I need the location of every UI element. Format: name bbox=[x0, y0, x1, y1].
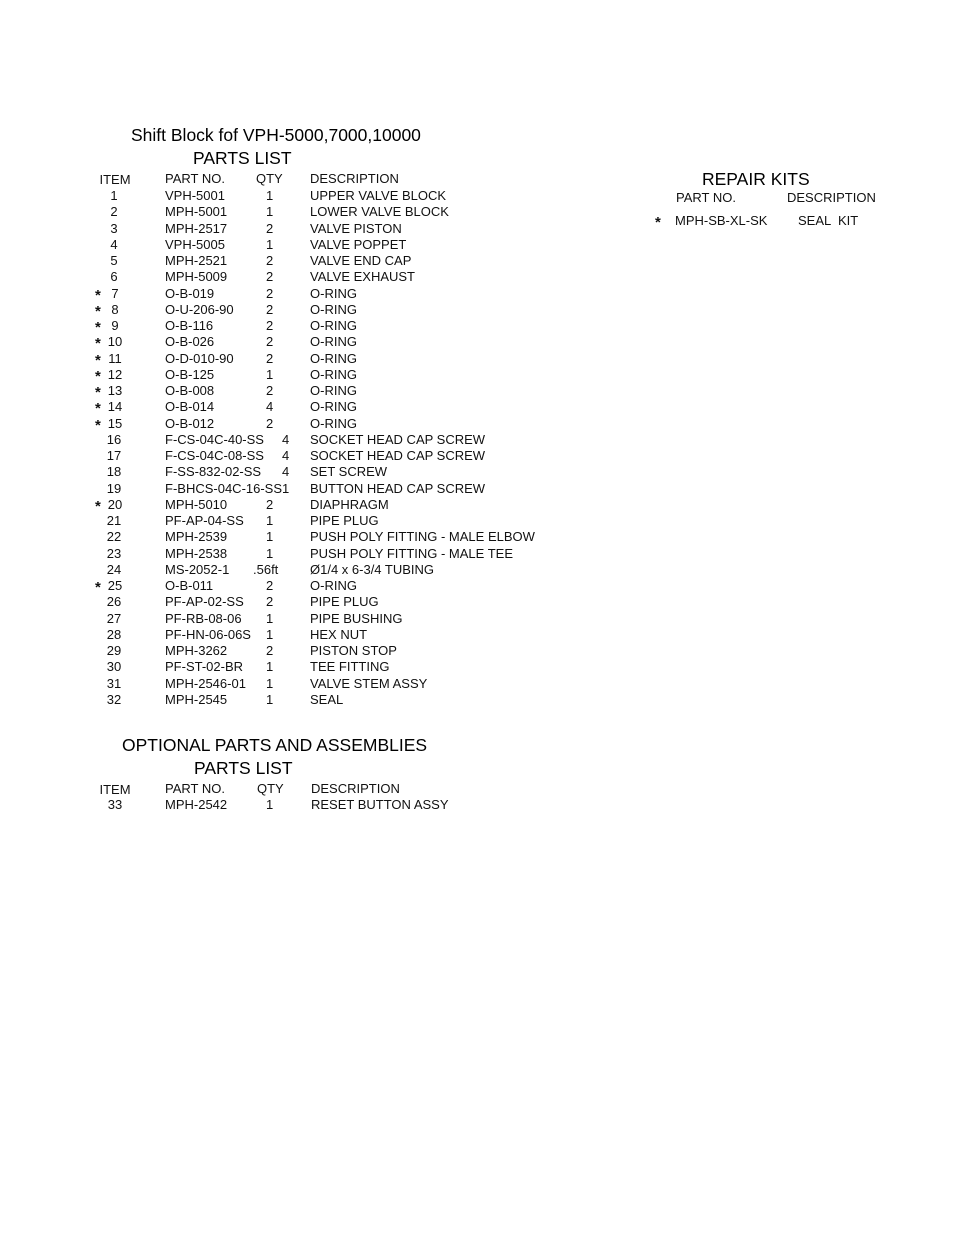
seal-kit-star-mark: * bbox=[95, 579, 101, 596]
part-number: MPH-5010 bbox=[165, 496, 228, 512]
seal-kit-star-mark: * bbox=[95, 335, 101, 353]
part-number: VPH-5001 bbox=[165, 188, 225, 203]
description: PIPE PLUG bbox=[310, 513, 379, 528]
seal-kit-star-mark: * bbox=[95, 319, 101, 336]
part-number: PF-AP-04-SS bbox=[165, 513, 244, 528]
part-number: F-SS-832-02-SS bbox=[165, 464, 262, 480]
quantity: 2 bbox=[266, 269, 274, 285]
quantity: 2 bbox=[266, 285, 274, 301]
quantity: 1 bbox=[266, 366, 274, 382]
part-number: O-B-012 bbox=[165, 415, 215, 431]
part-number: O-D-010-90 bbox=[165, 350, 234, 366]
description: SOCKET HEAD CAP SCREW bbox=[310, 448, 486, 463]
repair-kit-star-mark: * bbox=[655, 214, 661, 231]
description: O-RING bbox=[310, 415, 357, 431]
item-number: 2 bbox=[110, 204, 118, 220]
main-title: Shift Block fof VPH-5000,7000,10000 bbox=[131, 125, 421, 145]
description: LOWER VALVE BLOCK bbox=[310, 204, 449, 220]
quantity: 1 bbox=[266, 545, 274, 561]
item-number: 15 bbox=[107, 415, 123, 431]
part-number: O-B-125 bbox=[165, 366, 215, 382]
repair-kit-part-no: MPH-SB-XL-SK bbox=[675, 213, 768, 228]
seal-kit-star-mark: * bbox=[95, 384, 101, 401]
quantity: 1 bbox=[266, 188, 274, 203]
item-number: 10 bbox=[107, 334, 123, 350]
description: PIPE BUSHING bbox=[310, 610, 403, 626]
quantity: 2 bbox=[266, 220, 274, 236]
part-number: O-B-116 bbox=[165, 318, 214, 333]
description: O-RING bbox=[310, 301, 357, 317]
part-number: MPH-2517 bbox=[165, 220, 228, 236]
part-number: MPH-2542 bbox=[165, 797, 228, 812]
header-item: ITEM bbox=[99, 172, 131, 187]
quantity: 1 bbox=[266, 236, 274, 252]
part-number: MPH-2538 bbox=[165, 545, 228, 561]
header-qty: QTY bbox=[256, 171, 283, 186]
item-number: 11 bbox=[108, 350, 122, 366]
optional-header-description: DESCRIPTION bbox=[311, 781, 400, 796]
part-number: PF-HN-06-06S bbox=[165, 626, 251, 642]
quantity: 2 bbox=[266, 318, 274, 333]
part-number: F-CS-04C-40-SS bbox=[165, 431, 264, 447]
description: UPPER VALVE BLOCK bbox=[310, 188, 447, 203]
optional-header-item: ITEM bbox=[99, 782, 131, 797]
part-number: PF-AP-02-SS bbox=[165, 594, 244, 610]
quantity: 2 bbox=[266, 253, 274, 268]
item-number: 28 bbox=[106, 626, 122, 642]
description: VALVE PISTON bbox=[310, 220, 402, 236]
item-number: 9 bbox=[111, 318, 119, 333]
description: BUTTON HEAD CAP SCREW bbox=[310, 480, 486, 496]
seal-kit-star-mark: * bbox=[95, 416, 101, 434]
description: PUSH POLY FITTING - MALE TEE bbox=[310, 545, 513, 561]
quantity: 4 bbox=[266, 399, 274, 415]
description: O-RING bbox=[310, 350, 357, 366]
description: VALVE POPPET bbox=[310, 236, 407, 252]
item-number: 8 bbox=[111, 301, 119, 317]
part-number: MS-2052-1 bbox=[165, 561, 230, 577]
quantity: 2 bbox=[266, 578, 274, 593]
seal-kit-star-mark: * bbox=[95, 497, 101, 515]
part-number: O-B-008 bbox=[165, 383, 215, 398]
description: PIPE PLUG bbox=[310, 594, 379, 610]
seal-kit-star-mark: * bbox=[95, 286, 101, 304]
description: PISTON STOP bbox=[310, 643, 397, 658]
part-number: PF-RB-08-06 bbox=[165, 610, 242, 626]
part-number: O-B-014 bbox=[165, 399, 215, 415]
quantity: 2 bbox=[266, 334, 274, 350]
main-subtitle: PARTS LIST bbox=[193, 148, 292, 168]
item-number: 17 bbox=[106, 448, 122, 463]
part-number: MPH-2546-01 bbox=[165, 675, 246, 691]
description: VALVE EXHAUST bbox=[310, 269, 415, 285]
item-number: 12 bbox=[107, 366, 123, 382]
quantity: 2 bbox=[266, 496, 274, 512]
quantity: 1 bbox=[266, 626, 274, 642]
quantity: 1 bbox=[266, 659, 274, 675]
part-number: MPH-3262 bbox=[165, 643, 228, 658]
description: O-RING bbox=[310, 366, 357, 382]
part-number: VPH-5005 bbox=[165, 236, 225, 252]
description: SOCKET HEAD CAP SCREW bbox=[310, 431, 486, 447]
description: O-RING bbox=[310, 285, 357, 301]
optional-header-qty: QTY bbox=[257, 781, 284, 796]
repair-kits-title: REPAIR KITS bbox=[702, 169, 810, 189]
description: O-RING bbox=[310, 578, 357, 593]
description: O-RING bbox=[310, 318, 357, 333]
part-number: MPH-2521 bbox=[165, 253, 228, 268]
item-number: 16 bbox=[106, 431, 122, 447]
item-number: 22 bbox=[106, 529, 122, 545]
header-description: DESCRIPTION bbox=[310, 171, 399, 186]
quantity: 1 bbox=[266, 513, 274, 528]
item-number: 27 bbox=[106, 610, 122, 626]
seal-kit-star-mark: * bbox=[95, 351, 101, 369]
quantity: 1 bbox=[266, 204, 274, 220]
optional-subtitle: PARTS LIST bbox=[194, 758, 293, 778]
description: PUSH POLY FITTING - MALE ELBOW bbox=[310, 529, 535, 545]
item-number: 18 bbox=[106, 464, 122, 480]
item-number: 3 bbox=[110, 220, 118, 236]
item-number: 1 bbox=[110, 188, 118, 203]
part-number: PF-ST-02-BR bbox=[165, 659, 244, 675]
item-number: 4 bbox=[110, 236, 118, 252]
quantity: 4 bbox=[282, 448, 290, 463]
quantity: 1 bbox=[266, 675, 274, 691]
part-number: O-U-206-90 bbox=[165, 301, 234, 317]
item-number: 19 bbox=[106, 480, 122, 496]
part-number: F-CS-04C-08-SS bbox=[165, 448, 264, 463]
item-number: 26 bbox=[106, 594, 122, 610]
item-number: 20 bbox=[107, 496, 123, 512]
description: SEAL bbox=[310, 691, 344, 707]
description: O-RING bbox=[310, 383, 357, 398]
optional-title: OPTIONAL PARTS AND ASSEMBLIES bbox=[122, 735, 428, 755]
item-number: 33 bbox=[107, 797, 123, 812]
description: RESET BUTTON ASSY bbox=[311, 797, 449, 812]
item-number: 24 bbox=[106, 561, 122, 577]
description: SET SCREW bbox=[310, 464, 388, 480]
description: VALVE END CAP bbox=[310, 253, 412, 268]
quantity: 1 bbox=[282, 480, 290, 496]
quantity: 4 bbox=[282, 431, 290, 447]
part-number: MPH-2545 bbox=[165, 691, 228, 707]
item-number: 32 bbox=[106, 691, 122, 707]
repair-kit-description: SEAL KIT bbox=[798, 213, 859, 228]
item-number: 21 bbox=[106, 513, 122, 528]
item-number: 7 bbox=[111, 285, 119, 301]
item-number: 5 bbox=[110, 253, 118, 268]
seal-kit-star-mark: * bbox=[95, 367, 101, 385]
item-number: 13 bbox=[107, 383, 123, 398]
quantity: 2 bbox=[266, 643, 274, 658]
part-number: O-B-019 bbox=[165, 285, 215, 301]
quantity: 1 bbox=[266, 691, 274, 707]
seal-kit-star-mark: * bbox=[95, 302, 101, 320]
quantity: 1 bbox=[266, 797, 274, 812]
description: TEE FITTING bbox=[310, 659, 390, 675]
quantity: 2 bbox=[266, 383, 274, 398]
item-number: 31 bbox=[106, 675, 122, 691]
seal-kit-star-mark: * bbox=[95, 400, 101, 418]
header-part-no: PART NO. bbox=[165, 171, 225, 186]
item-number: 14 bbox=[107, 399, 123, 415]
quantity: 2 bbox=[266, 350, 274, 366]
part-number: O-B-011 bbox=[165, 578, 214, 593]
description: O-RING bbox=[310, 399, 357, 415]
description: HEX NUT bbox=[310, 626, 368, 642]
item-number: 30 bbox=[106, 659, 122, 675]
quantity: 2 bbox=[266, 594, 274, 610]
item-number: 29 bbox=[106, 643, 122, 658]
part-number: MPH-5001 bbox=[165, 204, 228, 220]
part-number: F-BHCS-04C-16-SS bbox=[165, 480, 283, 496]
item-number: 6 bbox=[110, 269, 118, 285]
quantity: 2 bbox=[266, 415, 274, 431]
item-number: 25 bbox=[107, 578, 123, 593]
repair-header-part-no: PART NO. bbox=[676, 190, 736, 205]
part-number: MPH-2539 bbox=[165, 529, 228, 545]
optional-header-part-no: PART NO. bbox=[165, 781, 225, 796]
part-number: O-B-026 bbox=[165, 334, 215, 350]
quantity: 4 bbox=[282, 464, 290, 480]
quantity: 1 bbox=[266, 610, 274, 626]
description: O-RING bbox=[310, 334, 357, 350]
quantity: 1 bbox=[266, 529, 274, 545]
description: DIAPHRAGM bbox=[310, 496, 389, 512]
part-number: MPH-5009 bbox=[165, 269, 228, 285]
item-number: 23 bbox=[106, 545, 122, 561]
repair-header-description: DESCRIPTION bbox=[787, 190, 876, 205]
quantity: 2 bbox=[266, 301, 274, 317]
quantity: .56ft bbox=[253, 561, 279, 577]
description: VALVE STEM ASSY bbox=[310, 675, 428, 691]
description: Ø1/4 x 6-3/4 TUBING bbox=[310, 561, 435, 577]
